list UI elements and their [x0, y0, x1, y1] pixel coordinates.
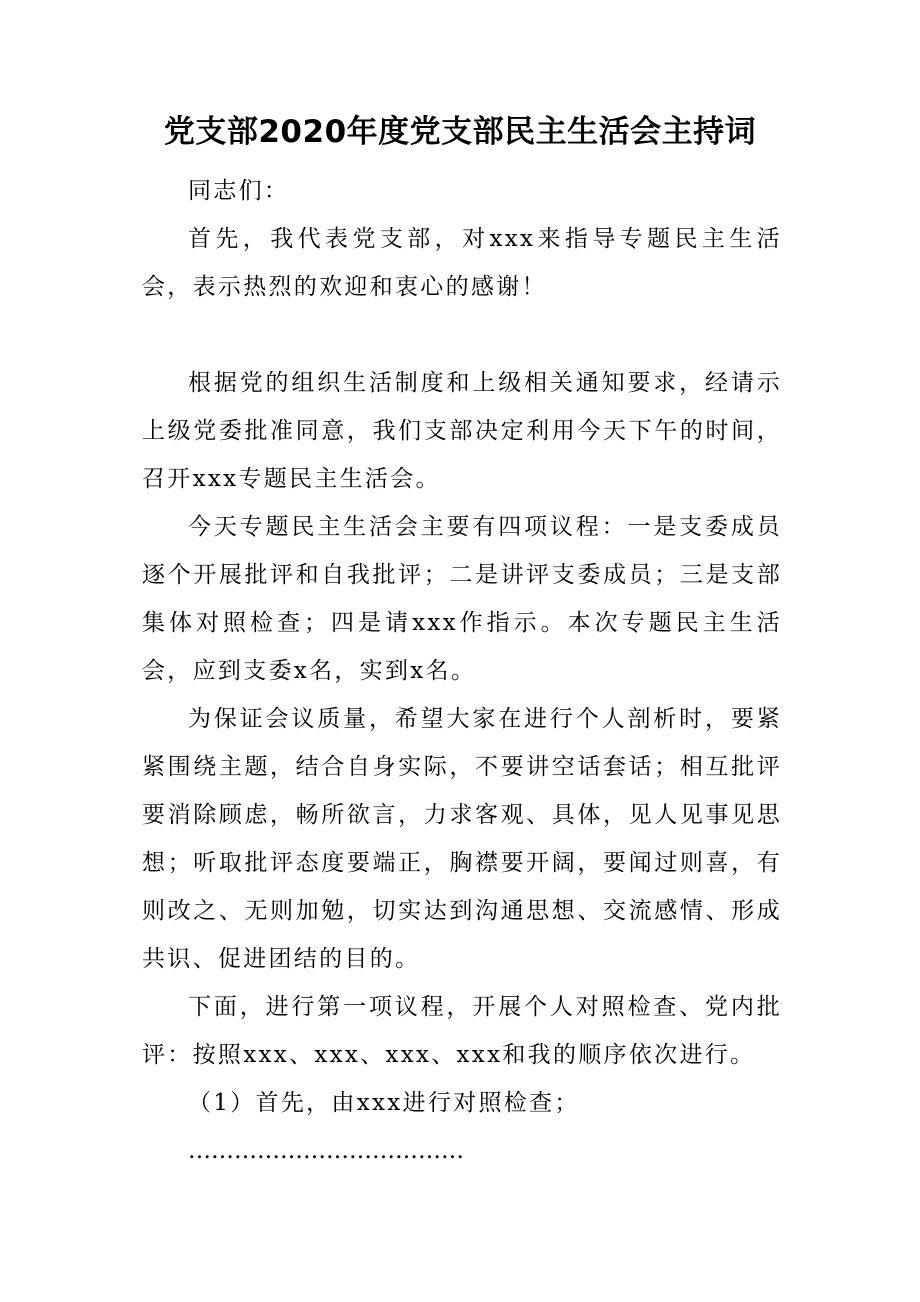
- paragraph-step-one: （1）首先，由xxx进行对照检查；: [188, 1090, 580, 1116]
- paragraph-first-agenda-item: 下面，进行第一项议程，开展个人对照检查、党内批评：按照xxx、xxx、xxx、xxx和我的顺序依次进行。: [142, 994, 782, 1068]
- paragraph-agenda: 今天专题民主生活会主要有四项议程：一是支委成员逐个开展批评和自我批评；二是讲评支委成员；三是支部集体对照检查；四是请xxx作指示。本次专题民主生活会，应到支委x名，实到x名。: [142, 514, 782, 684]
- paragraph-requirements: 为保证会议质量，希望大家在进行个人剖析时，要紧紧围绕主题，结合自身实际，不要讲空话套话；相互批评要消除顾虑，畅所欲言，力求客观、具体，见人见事见思想；听取批评态度要端正，胸襟要开阔，要闻过则喜，有则改之、无则加勉，切实达到沟通思想、交流感情、形成共识、促进团结的目的。: [142, 706, 782, 972]
- paragraph-purpose: 根据党的组织生活制度和上级相关通知要求，经请示上级党委批准同意，我们支部决定利用今天下午的时间，召开xxx专题民主生活会。: [142, 370, 782, 492]
- paragraph-spacer: [142, 311, 782, 359]
- ellipsis-line: ………………………………: [188, 1138, 464, 1164]
- document-title: 党支部2020年度党支部民主生活会主持词: [163, 114, 757, 150]
- paragraph-welcome: 首先，我代表党支部，对xxx来指导专题民主生活会，表示热烈的欢迎和衷心的感谢！: [142, 226, 782, 300]
- paragraph-salutation: 同志们：: [188, 178, 290, 204]
- document-body: [142, 167, 782, 1175]
